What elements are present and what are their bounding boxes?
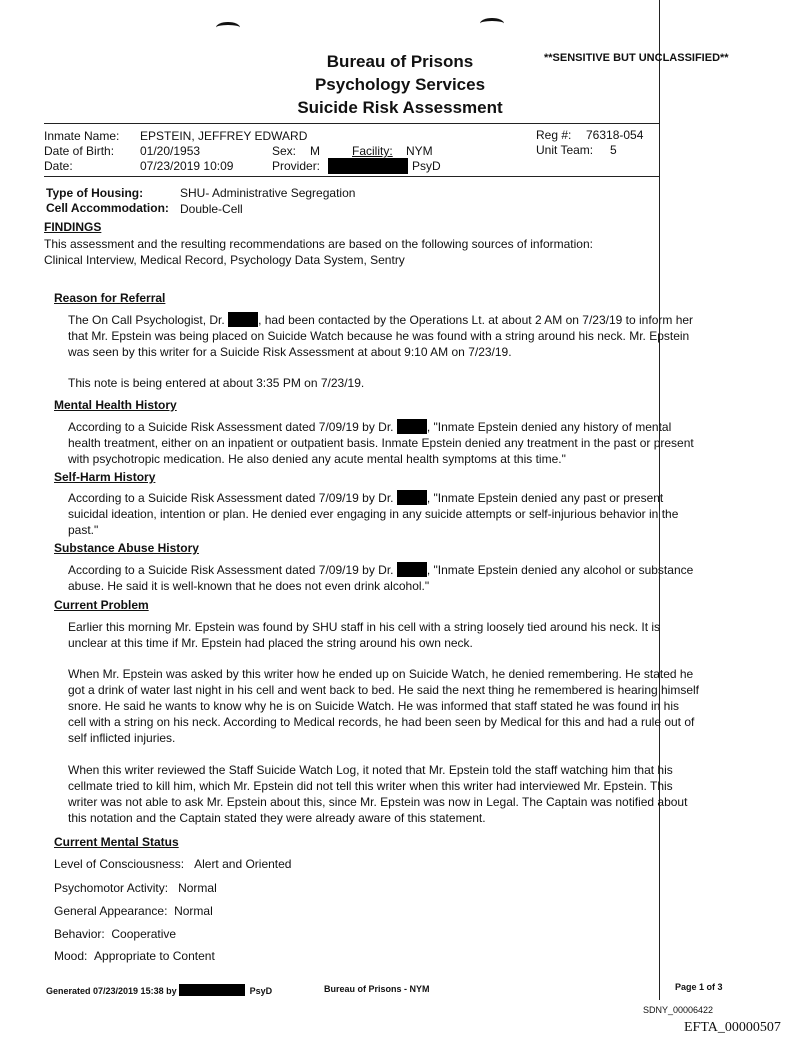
cp-p2-line-5: self inflicted injuries.	[68, 731, 176, 745]
self-harm-text-a: According to a Suicide Risk Assessment dated 7/09/19 by Dr.	[68, 491, 394, 505]
title-agency: Bureau of Prisons	[326, 52, 474, 71]
referral-line-2: that Mr. Epstein was being placed on Suicide Watch because he was found with a string around his neck. Mr. Epstein	[68, 329, 690, 343]
footer-psyd: PsyD	[249, 986, 273, 996]
punch-hole-right	[480, 18, 504, 29]
substance-text-b: , "Inmate Epstein denied any alcohol or substance	[426, 563, 694, 577]
redaction-bar	[179, 984, 245, 996]
sex-label: Sex:	[272, 144, 297, 158]
status-label: Level of Consciousness:	[54, 857, 185, 871]
status-value: Normal	[178, 881, 217, 895]
provider-credential: PsyD	[412, 159, 441, 173]
facility-label: Facility:	[352, 144, 393, 158]
classification-label: **SENSITIVE BUT UNCLASSIFIED**	[544, 52, 729, 64]
status-label: Mood:	[54, 949, 88, 963]
mental-health-line-3: with psychotropic medication. He also denied any acute mental health symptoms at this time."	[68, 452, 566, 466]
findings-line-1: This assessment and the resulting recommendations are based on the following sources of information:	[44, 237, 593, 251]
reg-number: 76318-054	[586, 128, 644, 142]
name-label: Inmate Name:	[44, 129, 120, 143]
self-harm-line-1	[68, 490, 728, 506]
cp-p2-line-3: snore. He said he wants to know why he is on Suicide Watch. He was informed that staff stated he was found in his	[68, 699, 679, 713]
date-value: 07/23/2019 10:09	[140, 159, 234, 173]
sex-value: M	[310, 144, 320, 158]
cp-p3-line-2: cellmate tried to kill him, which Mr. Epstein did not tell this writer when this writer had interviewed Mr. Epstein. This	[68, 779, 673, 793]
provider-label: Provider:	[272, 159, 321, 173]
self-harm-text-b: , "Inmate Epstein denied any past or present	[426, 491, 664, 505]
substance-line-2: abuse. He said it is well-known that he does not even drink alcohol."	[68, 579, 430, 593]
housing-type-label: Type of Housing:	[46, 186, 144, 200]
provider-redaction	[328, 158, 408, 174]
substance-text-a: According to a Suicide Risk Assessment dated 7/09/19 by Dr.	[68, 563, 394, 577]
referral-text-b: , had been contacted by the Operations Lt. at about 2 AM on 7/23/19 to inform her	[258, 313, 694, 327]
cp-p3-line-3: writer was not able to ask Mr. Epstein about this, since Mr. Epstein was now in Legal. The Captain was notified about	[68, 795, 688, 809]
referral-line-3: was seen by this writer for a Suicide Risk Assessment at about 9:10 AM on 7/23/19.	[68, 345, 512, 359]
footer-generated-text: Generated 07/23/2019 15:38 by	[46, 986, 177, 996]
referral-heading: Reason for Referral	[54, 291, 166, 305]
unit-value: 5	[610, 143, 617, 157]
referral-paragraph	[68, 312, 728, 360]
mental-status-item	[54, 857, 291, 871]
footer-agency: Bureau of Prisons - NYM	[324, 984, 430, 994]
cp-p3-line-1: When this writer reviewed the Staff Suicide Watch Log, it noted that Mr. Epstein told the staff watching him that his	[68, 763, 673, 777]
self-harm-line-2: suicidal ideation, intention or plan. He denied ever engaging in any suicide attempts or self-injurious behavior in the	[68, 507, 679, 521]
self-harm-heading: Self-Harm History	[54, 470, 156, 484]
inmate-name: EPSTEIN, JEFFREY EDWARD	[140, 129, 308, 143]
status-value: Alert and Oriented	[194, 857, 292, 871]
redaction-bar	[397, 562, 427, 577]
status-value: Cooperative	[111, 927, 177, 941]
mental-health-line-2: health treatment, either on an inpatient or outpatient basis. Inmate Epstein denied any treatment in the past or present	[68, 436, 694, 450]
mental-health-paragraph	[68, 419, 728, 467]
current-problem-paragraph-2	[68, 666, 728, 746]
cp-p2-line-2: got a drink of water last night in his cell and went back to bed. He said the next thing he remembered is hearing himself	[68, 683, 700, 697]
findings-heading: FINDINGS	[44, 220, 102, 234]
redaction-bar	[397, 419, 427, 434]
efta-number: EFTA_00000507	[684, 1020, 781, 1035]
status-value: Appropriate to Content	[94, 949, 215, 963]
referral-text-a: The On Call Psychologist, Dr.	[68, 313, 225, 327]
cell-accommodation-label: Cell Accommodation:	[46, 201, 169, 215]
mental-status-item	[54, 904, 213, 918]
dob-value: 01/20/1953	[140, 144, 201, 158]
date-label: Date:	[44, 159, 73, 173]
bates-number: SDNY_00006422	[643, 1005, 714, 1015]
facility-value: NYM	[406, 144, 433, 158]
mental-health-heading: Mental Health History	[54, 398, 177, 412]
mental-health-text-b: , "Inmate Epstein denied any history of mental	[426, 420, 672, 434]
dob-label: Date of Birth:	[44, 144, 115, 158]
status-label: Behavior:	[54, 927, 105, 941]
referral-entry-note: This note is being entered at about 3:35 PM on 7/23/19.	[68, 376, 365, 390]
self-harm-line-3: past."	[68, 523, 99, 537]
self-harm-paragraph	[68, 490, 728, 538]
cell-accommodation-value: Double-Cell	[180, 202, 243, 216]
current-problem-heading: Current Problem	[54, 598, 149, 612]
redaction-bar	[228, 312, 258, 327]
referral-line-1	[68, 312, 728, 328]
mental-status-heading: Current Mental Status	[54, 835, 179, 849]
cp-p1-line-1: Earlier this morning Mr. Epstein was found by SHU staff in his cell with a string loosely tied around his neck. It is	[68, 620, 661, 634]
footer-generated	[46, 984, 272, 996]
housing-type-value: SHU- Administrative Segregation	[180, 186, 356, 200]
cp-p3-line-4: this notation and the Captain stated they were already aware of this statement.	[68, 811, 486, 825]
current-problem-paragraph-1	[68, 619, 728, 651]
findings-line-2: Clinical Interview, Medical Record, Psychology Data System, Sentry	[44, 253, 405, 267]
mental-health-line-1	[68, 419, 728, 435]
cp-p2-line-4: cell with a string on his neck. According to Medical records, he had been seen by Medical for this and had a rule out of	[68, 715, 695, 729]
page-title: Suicide Risk Assessment	[297, 98, 503, 117]
punch-hole-left	[216, 22, 240, 33]
mental-status-item	[54, 927, 176, 941]
unit-label: Unit Team:	[536, 143, 594, 157]
reg-label: Reg #:	[536, 128, 572, 142]
substance-line-1	[68, 562, 728, 578]
cp-p1-line-2: unclear at this time if Mr. Epstein had placed the string around his own neck.	[68, 636, 473, 650]
mental-status-item	[54, 949, 215, 963]
page-number: Page 1 of 3	[675, 982, 723, 992]
title-department: Psychology Services	[314, 75, 486, 94]
header-rule-bottom	[44, 176, 660, 177]
mental-health-text-a: According to a Suicide Risk Assessment dated 7/09/19 by Dr.	[68, 420, 394, 434]
status-label: General Appearance:	[54, 904, 168, 918]
cp-p2-line-1: When Mr. Epstein was asked by this writer how he ended up on Suicide Watch, he denied remembering. He stated he	[68, 667, 694, 681]
current-problem-paragraph-3	[68, 762, 728, 826]
mental-status-item	[54, 881, 217, 895]
substance-paragraph	[68, 562, 728, 594]
status-label: Psychomotor Activity:	[54, 881, 169, 895]
header-rule-top	[44, 123, 660, 124]
status-value: Normal	[174, 904, 213, 918]
substance-heading: Substance Abuse History	[54, 541, 199, 555]
redaction-bar	[397, 490, 427, 505]
